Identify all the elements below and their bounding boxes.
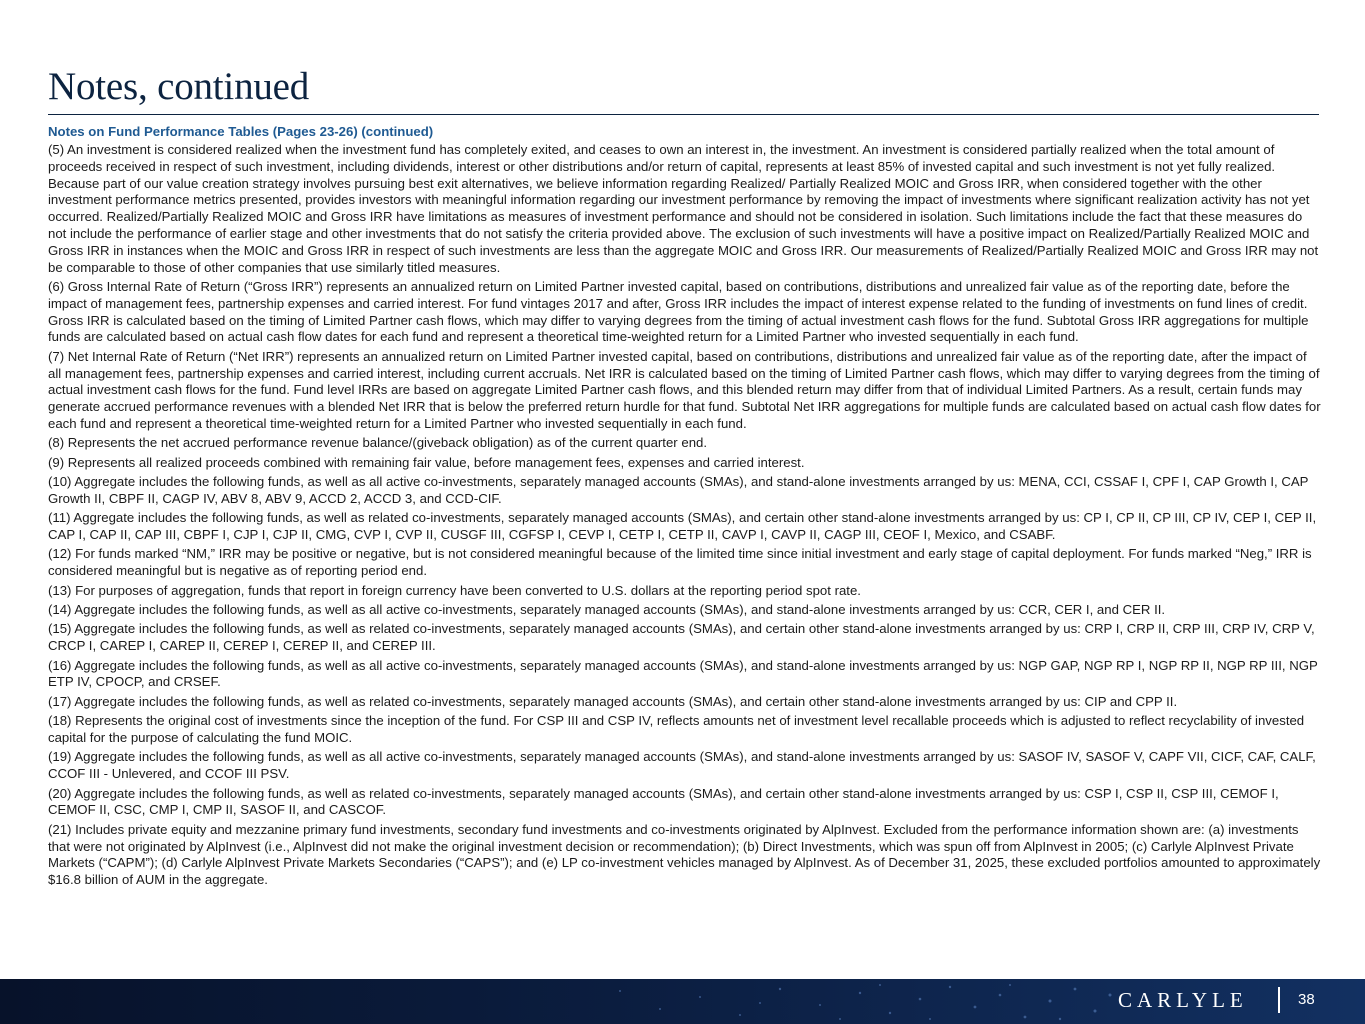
note-13: (13) For purposes of aggregation, funds that report in foreign currency have been converted to U.S. dollars at the reporting period spot rate. xyxy=(48,582,861,598)
page-number: 38 xyxy=(1298,991,1315,1008)
page-title: Notes, continued xyxy=(48,65,310,108)
note-18: (18) Represents the original cost of investments since the inception of the fund. For CSP III and CSP IV, reflects amounts net of investment level recallable proceeds which is adjusted to reflect recyclability of invested capital for the purpose of calculating the fund MOIC. xyxy=(48,713,1305,746)
carlyle-logo: CARLYLE xyxy=(1118,988,1248,1012)
notes-content xyxy=(48,124,1322,892)
title-divider xyxy=(48,114,1319,115)
note-17: (17) Aggregate includes the following funds, as well as related co-investments, separately managed accounts (SMAs), and certain other stand-alone investments arranged by us: CIP and CPP II. xyxy=(48,693,1178,709)
logo-divider xyxy=(1278,987,1280,1013)
note-21: (21) Includes private equity and mezzanine primary fund investments, secondary fund investments and co-investments originated by AlpInvest. Excluded from the performance information shown are: (a) investments that were not originated by AlpInvest (i.e., AlpInvest did not make the original investment decision or recommendation); (b) Direct Investments, which was spun off from AlpInvest in 2005; (c) Carlyle AlpInvest Private Markets (“CAPM”); (d) Carlyle AlpInvest Private Markets Secondaries (“CAPS”); and (e) LP co-investment vehicles managed by AlpInvest. As of December 31, 2025, these excluded portfolios amounted to approximately $16.8 billion of AUM in the aggregate. xyxy=(48,821,1321,888)
note-16: (16) Aggregate includes the following funds, as well as all active co-investments, separately managed accounts (SMAs), and stand-alone investments arranged by us: NGP GAP, NGP RP I, NGP RP II, NGP RP III, NGP ETP IV, CPOCP, and CRSEF. xyxy=(48,657,1318,690)
note-12: (12) For funds marked “NM,” IRR may be positive or negative, but is not considered meaningful because of the limited time since initial investment and early stage of capital deployment. For funds marked “Neg,” IRR is considered meaningful but is negative as of reporting period end. xyxy=(48,546,1312,579)
note-9: (9) Represents all realized proceeds combined with remaining fair value, before management fees, expenses and carried interest. xyxy=(48,454,805,470)
note-15: (15) Aggregate includes the following funds, as well as related co-investments, separately managed accounts (SMAs), and certain other stand-alone investments arranged by us: CRP I, CRP II, CRP III, CRP IV, CRP V, CRCP I, CAREP I, CAREP II, CEREP I, CEREP II, and CEREP III. xyxy=(48,621,1315,654)
note-10: (10) Aggregate includes the following funds, as well as all active co-investments, separately managed accounts (SMAs), and stand-alone investments arranged by us: MENA, CCI, CSSAF I, CPF I, CAP Growth I, CAP Growth II, CBPF II, CAGP IV, ABV 8, ABV 9, ACCD 2, ACCD 3, and CCD-CIF. xyxy=(48,474,1309,506)
note-8: (8) Represents the net accrued performance revenue balance/(giveback obligation) as of the current quarter end. xyxy=(48,435,708,451)
note-19: (19) Aggregate includes the following funds, as well as all active co-investments, separately managed accounts (SMAs), and stand-alone investments arranged by us: SASOF IV, SASOF V, CAPF VII, CICF, CAF, CALF, CCOF III - Unlevered, and CCOF III PSV. xyxy=(48,749,1316,782)
note-6: (6) Gross Internal Rate of Return (“Gross IRR”) represents an annualized return on Limited Partner invested capital, based on contributions, distributions and unrealized fair value as of the reporting date, before the impact of management fees, partnership expenses and carried interest. For fund vintages 2017 and after, Gross IRR includes the impact of interest expense related to the funding of investments on fund lines of credit. Gross IRR is calculated based on the timing of Limited Partner cash flows, which may differ to varying degrees from the timing of actual investment cash flows for the fund. Subtotal Gross IRR aggregations for multiple funds are calculated based on actual cash flow dates for each fund and represent a theoretical time-weighted return for a Limited Partner who invested sequentially in each fund. xyxy=(48,278,1309,345)
note-20: (20) Aggregate includes the following funds, as well as related co-investments, separately managed accounts (SMAs), and certain other stand-alone investments arranged by us: CSP I, CSP II, CSP III, CEMOF I, CEMOF II, CSC, CMP I, CMP II, SASOF II, and CASCOF. xyxy=(48,785,1279,818)
section-heading: Notes on Fund Performance Tables (Pages 23-26) (continued) xyxy=(48,124,434,139)
note-5: (5) An investment is considered realized when the investment fund has completely exited, and ceases to own an interest in, the investment. An investment is considered partially realized when the total amount of proceeds received in respect of such investment, including dividends, interest or other distributions and/or return of capital, represents at least 85% of invested capital and such investment is not yet fully realized. Because part of our value creation strategy involves pursuing best exit alternatives, we believe information regarding Realized/ Partially Realized MOIC and Gross IRR, when considered together with the other investment performance metrics presented, provides investors with meaningful information regarding our investment performance by removing the impact of investments where significant realization activity has not yet occurred. Realized/Partially Realized MOIC and Gross IRR have limitations as measures of investment performance and should not be considered in isolation. Such limitations include the fact that these measures do not include the performance of earlier stage and other investments that do not satisfy the criteria provided above. The exclusion of such investments will have a positive impact on Realized/Partially Realized MOIC and Gross IRR in instances when the MOIC and Gross IRR in respect of such investments are less than the aggregate MOIC and Gross IRR. Our measurements of Realized/Partially Realized MOIC and Gross IRR may not be comparable to those of other companies that use similarly titled measures. xyxy=(48,142,1319,275)
note-7: (7) Net Internal Rate of Return (“Net IRR”) represents an annualized return on Limited Partner invested capital, based on contributions, distributions and unrealized fair value as of the reporting date, after the impact of all management fees, partnership expenses and carried interest, including current accruals. Net IRR is calculated based on the timing of Limited Partner cash flows, which may differ to varying degrees from the timing of actual investment cash flows for the fund. Fund level IRRs are based on aggregate Limited Partner cash flows, and this blended return may differ from that of individual Limited Partners. As a result, certain funds may generate accrued performance revenues with a blended Net IRR that is below the preferred return hurdle for that fund. Subtotal Net IRR aggregations for multiple funds are calculated based on actual cash flow dates for each fund and represent a theoretical time-weighted return for a Limited Partner who invested sequentially in each fund. xyxy=(48,348,1321,431)
note-11: (11) Aggregate includes the following funds, as well as related co-investments, separately managed accounts (SMAs), and certain other stand-alone investments arranged by us: CP I, CP II, CP III, CP IV, CEP I, CEP II, CAP I, CAP II, CAP III, CBPF I, CJP I, CJP II, CMG, CVP I, CVP II, CUSGF III, CGFSP I, CEVP I, CETP I, CETP II, CAVP I, CAVP II, CAGP III, CEOF I, Mexico, and CSABF. xyxy=(48,510,1317,543)
note-14: (14) Aggregate includes the following funds, as well as all active co-investments, separately managed accounts (SMAs), and stand-alone investments arranged by us: CCR, CER I, and CER II. xyxy=(48,602,1166,618)
